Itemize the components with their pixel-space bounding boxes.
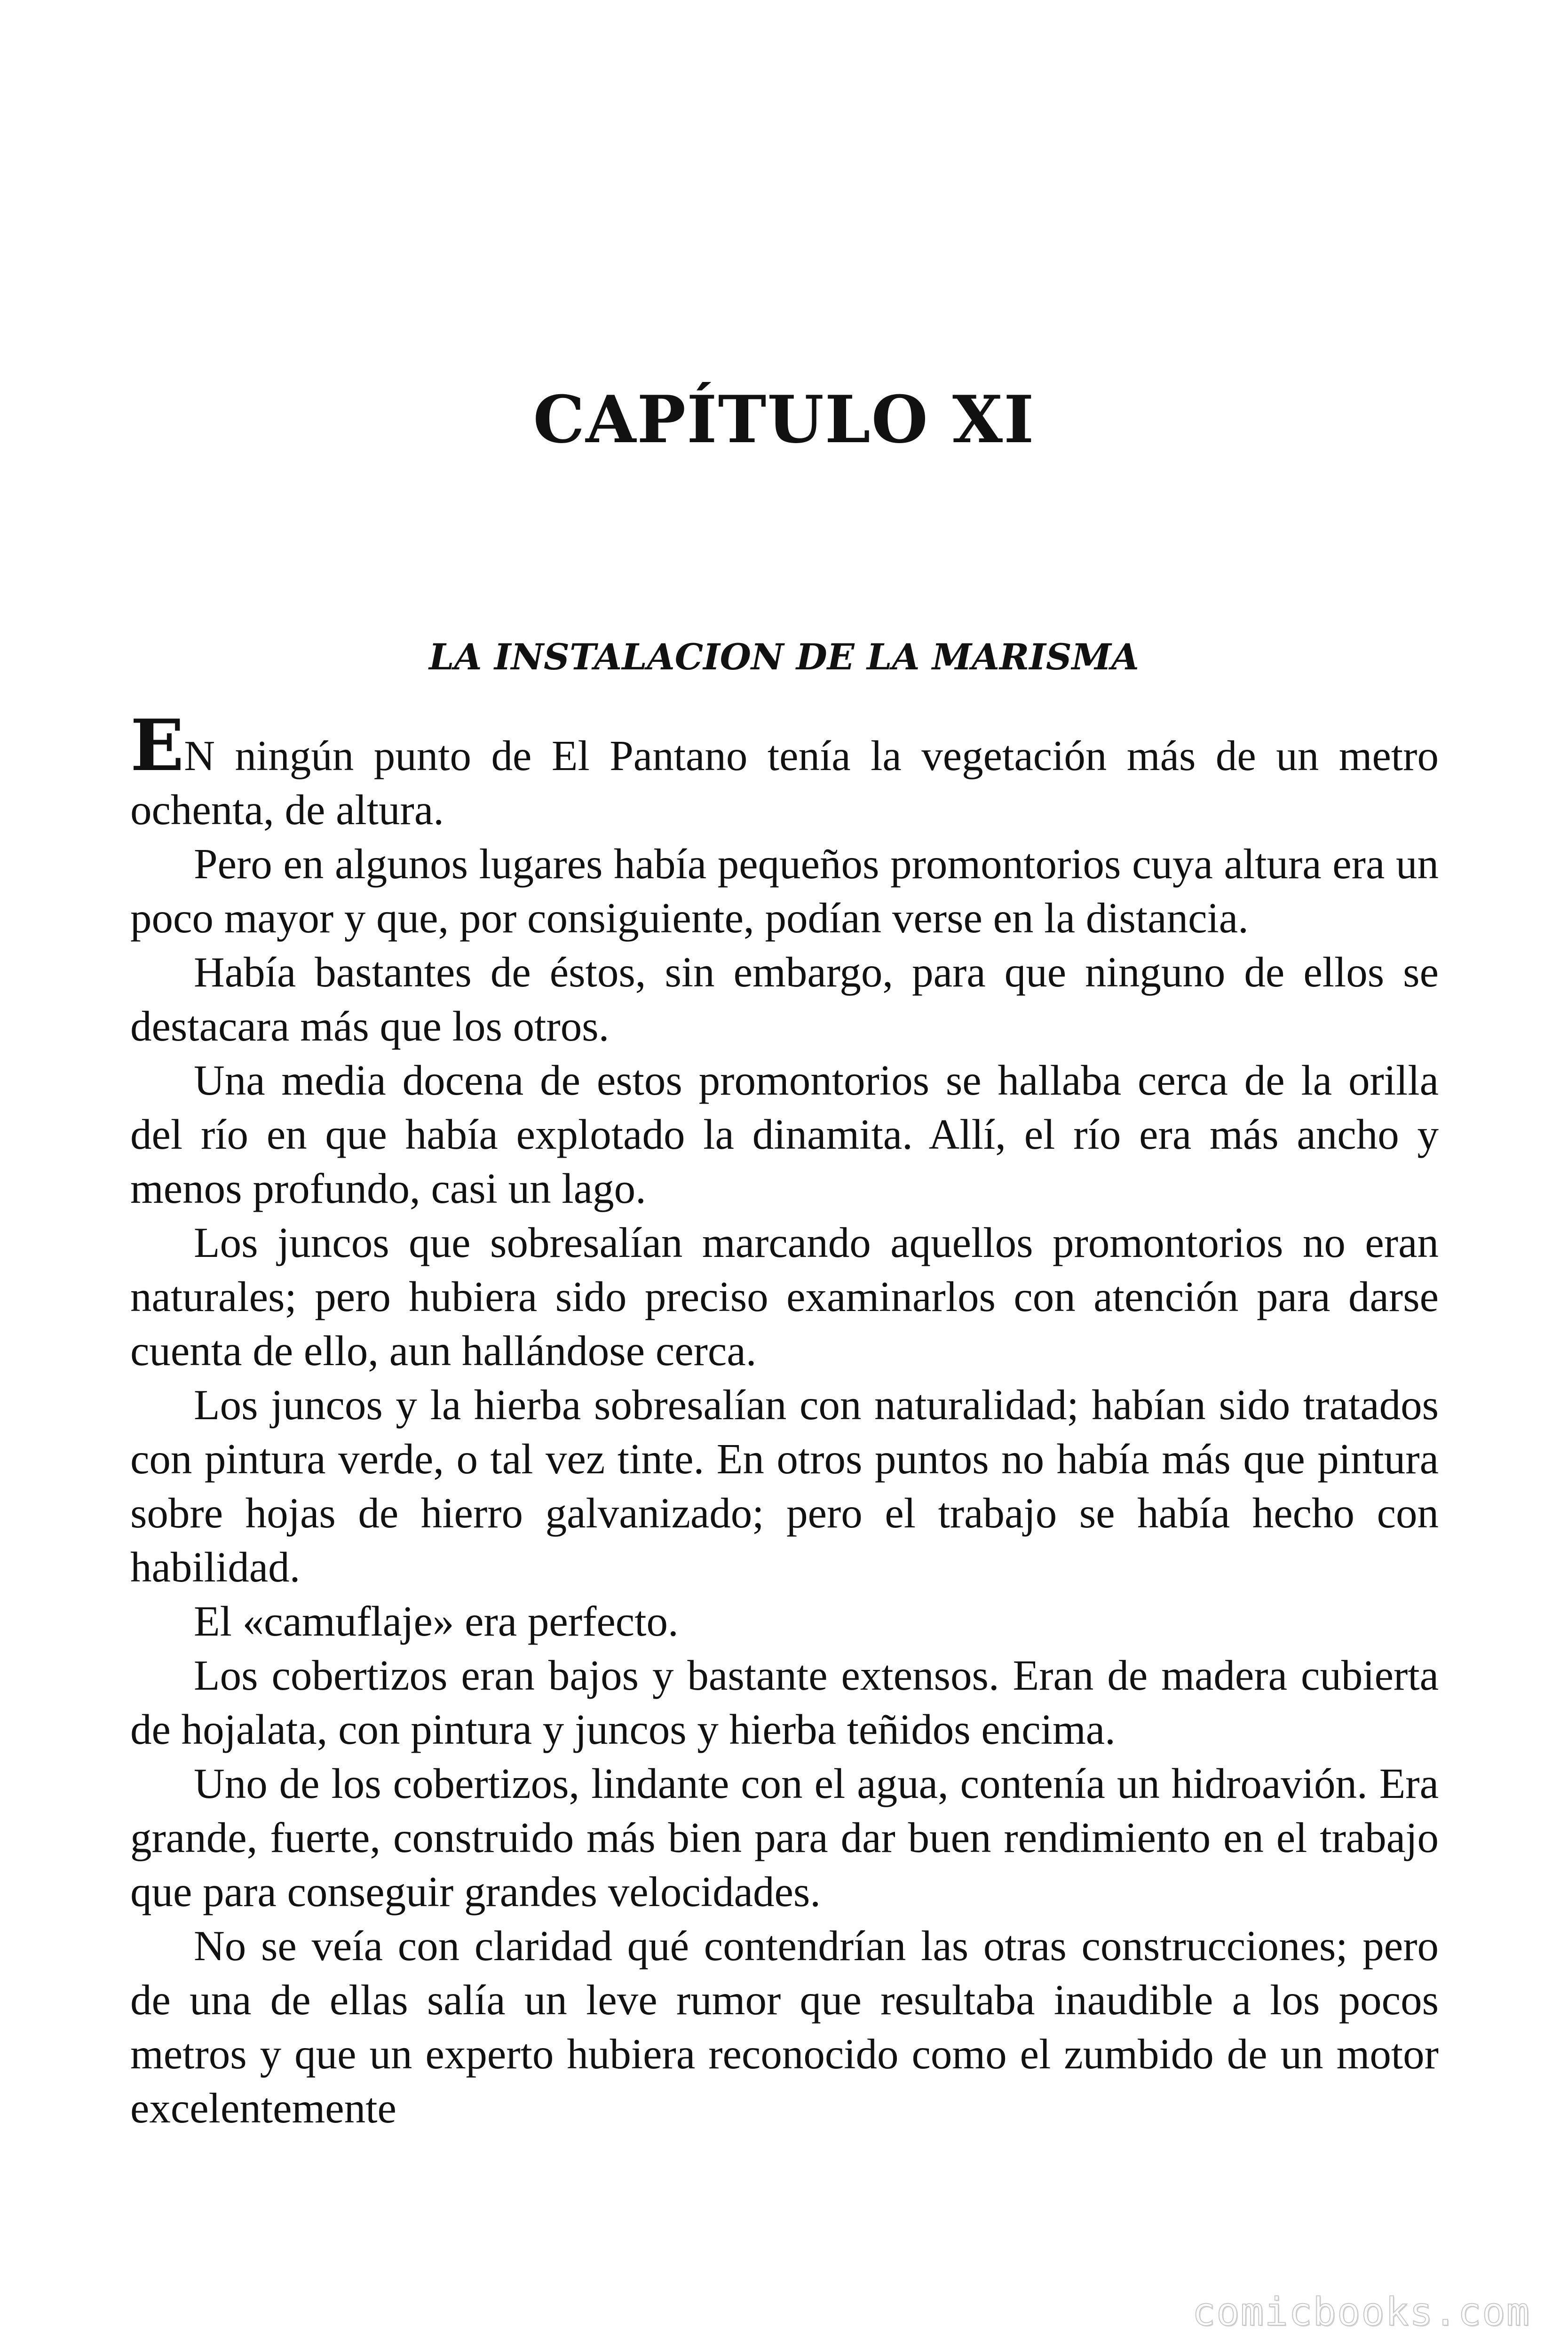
paragraph: Los juncos que sobresalían marcando aquellos promontorios no eran naturales; pero hubiera sido preciso examinarlos con atención para darse cuenta de ello, aun hallándose cerca. bbox=[130, 1219, 1439, 1375]
paragraph: No se veía con claridad qué contendrían las otras construcciones; pero de una de ellas salía un leve rumor que resultaba inaudible a los pocos metros y que un experto hubiera reconocido como el zumbido de un motor excelentemente bbox=[130, 1922, 1439, 2132]
paragraph: Los cobertizos eran bajos y bastante extensos. Eran de madera cubierta de hojalata, con pintura y juncos y hierba teñidos encima. bbox=[130, 1652, 1439, 1753]
paragraph: El «camuflaje» era perfecto. bbox=[194, 1597, 679, 1645]
paragraph: Había bastantes de éstos, sin embargo, para que ninguno de ellos se destacara más que los otros. bbox=[130, 948, 1439, 1050]
chapter-subtitle: LA INSTALACION DE LA MARISMA bbox=[429, 636, 1139, 678]
paragraph: Pero en algunos lugares había pequeños promontorios cuya altura era un poco mayor y que, por consiguiente, podían verse en la distancia. bbox=[130, 840, 1439, 942]
first-word-rest: N bbox=[184, 732, 215, 779]
drop-cap: E bbox=[130, 704, 184, 787]
chapter-body bbox=[130, 704, 1439, 2135]
watermark: comicbooks.com bbox=[1192, 2290, 1530, 2335]
paragraph: Los juncos y la hierba sobresalían con naturalidad; habían sido tratados con pintura verde, o tal vez tinte. En otros puntos no había más que pintura sobre hojas de hierro galvanizado; pero el trabajo se había hecho con habilidad. bbox=[130, 1381, 1439, 1591]
paragraph: Uno de los cobertizos, lindante con el agua, contenía un hidroavión. Era grande, fuerte, construido más bien para dar buen rendimiento en el trabajo que para conseguir grandes velocidades. bbox=[130, 1760, 1439, 1915]
paragraph-text: ningún punto de El Pantano tenía la vegetación más de un metro ochenta, de altura. bbox=[130, 732, 1439, 834]
paragraph bbox=[130, 704, 1439, 837]
chapter-title: CAPÍTULO XI bbox=[533, 381, 1035, 458]
paragraph: Una media docena de estos promontorios se hallaba cerca de la orilla del río en que había explotado la dinamita. Allí, el río era más ancho y menos profundo, casi un lago. bbox=[130, 1057, 1439, 1212]
